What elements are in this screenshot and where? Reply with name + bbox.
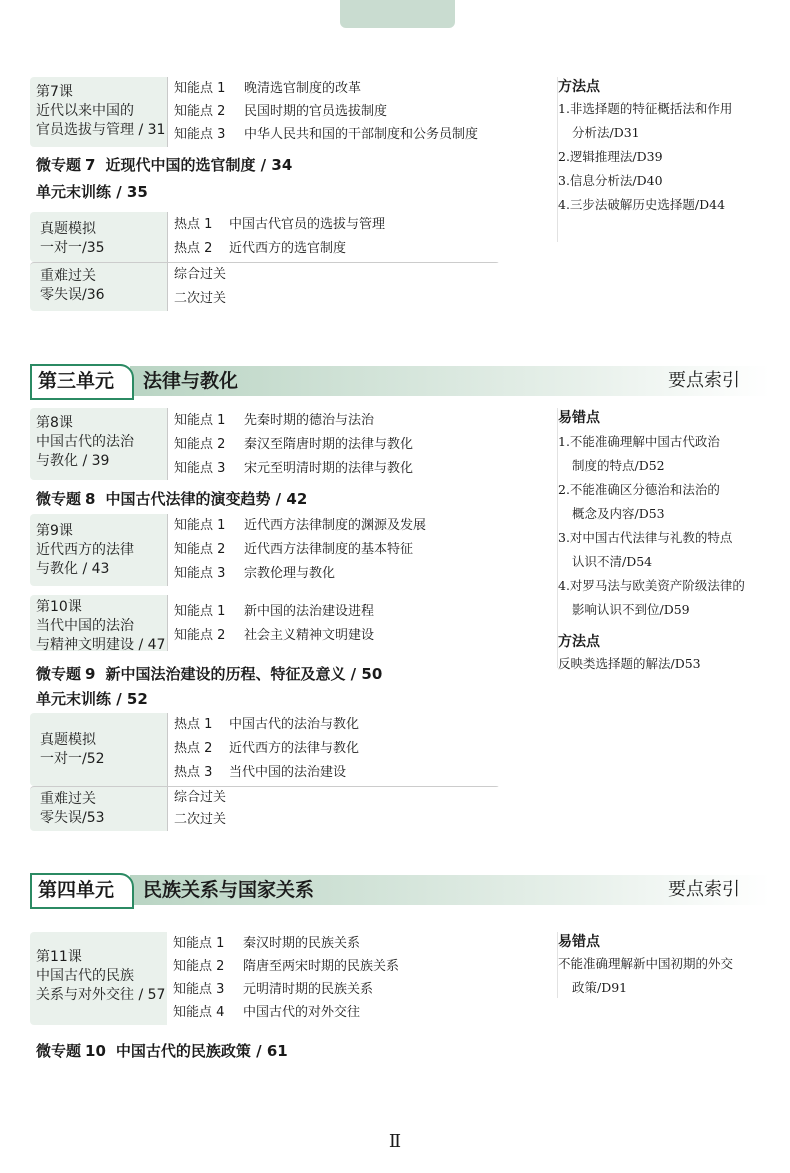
method-point-item: 4.三步法破解历史选择题/D44 bbox=[558, 197, 726, 212]
knowledge-point[interactable]: 知能点 2 民国时期的官员选拔制度 bbox=[174, 104, 388, 119]
unit-3-key-index: 要点索引 bbox=[668, 370, 740, 391]
hard-pass-item[interactable]: 综合过关 bbox=[174, 790, 227, 805]
special-topic-9[interactable]: 微专题 9 新中国法治建设的历程、特征及意义 / 50 bbox=[36, 665, 383, 683]
error-point-item: 概念及内容/D53 bbox=[572, 506, 665, 521]
knowledge-point[interactable]: 知能点 3 宋元至明清时期的法律与教化 bbox=[174, 461, 414, 476]
knowledge-point[interactable]: 知能点 3 中华人民共和国的干部制度和公务员制度 bbox=[174, 127, 479, 142]
special-topic-8[interactable]: 微专题 8 中国古代法律的演变趋势 / 42 bbox=[36, 490, 308, 508]
knowledge-point[interactable]: 知能点 3 宗教伦理与教化 bbox=[174, 566, 336, 581]
unit-4-title[interactable]: 民族关系与国家关系 bbox=[143, 879, 315, 901]
knowledge-point[interactable]: 知能点 2 隋唐至两宋时期的民族关系 bbox=[173, 959, 400, 974]
hard-pass-item[interactable]: 综合过关 bbox=[174, 267, 227, 282]
hot-points bbox=[167, 713, 500, 786]
knowledge-point[interactable]: 知能点 1 秦汉时期的民族关系 bbox=[173, 936, 361, 951]
lesson-10-title[interactable]: 第10课 当代中国的法治 与精神文明建设 / 47 bbox=[36, 599, 166, 653]
error-point-item: 4.对罗马法与欧美资产阶级法律的 bbox=[558, 578, 745, 593]
lesson-11-block bbox=[30, 932, 500, 1025]
knowledge-point[interactable]: 知能点 2 社会主义精神文明建设 bbox=[174, 628, 375, 643]
unit-3-header bbox=[30, 364, 770, 398]
knowledge-point[interactable]: 知能点 4 中国古代的对外交往 bbox=[173, 1005, 361, 1020]
real-exam-title[interactable]: 真题模拟 一对一/35 bbox=[40, 221, 105, 256]
hot-point[interactable]: 热点 2 近代西方的法律与教化 bbox=[174, 741, 360, 756]
knowledge-points bbox=[167, 77, 500, 147]
error-point-item: 影响认识不到位/D59 bbox=[572, 602, 690, 617]
unit3-error-and-method-points bbox=[557, 408, 771, 671]
knowledge-point[interactable]: 知能点 1 先秦时期的德治与法治 bbox=[174, 413, 375, 428]
hot-points bbox=[167, 212, 500, 262]
method-points-heading: 方法点 bbox=[558, 79, 600, 95]
page-number: Ⅱ bbox=[388, 1131, 402, 1152]
knowledge-points bbox=[167, 932, 500, 1025]
hot-point[interactable]: 热点 3 当代中国的法治建设 bbox=[174, 765, 347, 780]
lesson-9-block bbox=[30, 514, 500, 586]
error-point-item: 3.对中国古代法律与礼教的特点 bbox=[558, 530, 733, 545]
unit2-method-points bbox=[557, 77, 771, 242]
method-point-item: 3.信息分析法/D40 bbox=[558, 173, 663, 188]
hard-pass-title[interactable]: 重难过关 零失误/53 bbox=[40, 791, 105, 826]
error-point-item: 1.不能准确理解中国古代政治 bbox=[558, 434, 720, 449]
knowledge-points bbox=[167, 408, 500, 480]
hot-point[interactable]: 热点 1 中国古代官员的选拔与管理 bbox=[174, 217, 386, 232]
error-point-item: 2.不能准确区分德治和法治的 bbox=[558, 482, 720, 497]
unit-3-title[interactable]: 法律与教化 bbox=[143, 370, 239, 392]
knowledge-points bbox=[167, 514, 500, 586]
hard-pass-block bbox=[30, 786, 500, 831]
lesson-7-title[interactable]: 第7课 近代以来中国的 官员选拔与管理 / 31 bbox=[36, 84, 166, 138]
error-points-heading: 易错点 bbox=[558, 410, 600, 426]
error-point-item: 认识不清/D54 bbox=[572, 554, 653, 569]
unit-review-heading[interactable]: 单元末训练 / 52 bbox=[36, 690, 148, 708]
method-point-item: 2.逻辑推理法/D39 bbox=[558, 149, 663, 164]
error-point-item: 制度的特点/D52 bbox=[572, 458, 665, 473]
knowledge-point[interactable]: 知能点 1 新中国的法治建设进程 bbox=[174, 604, 375, 619]
knowledge-points bbox=[167, 595, 500, 651]
unit-review-heading[interactable]: 单元末训练 / 35 bbox=[36, 183, 148, 201]
special-topic-10[interactable]: 微专题 10 中国古代的民族政策 / 61 bbox=[36, 1042, 288, 1060]
error-point-item: 政策/D91 bbox=[572, 980, 628, 995]
method-point-item: 1.非选择题的特征概括法和作用 bbox=[558, 101, 733, 116]
knowledge-point[interactable]: 知能点 2 近代西方法律制度的基本特征 bbox=[174, 542, 414, 557]
error-points-heading: 易错点 bbox=[558, 934, 600, 950]
hot-point[interactable]: 热点 1 中国古代的法治与教化 bbox=[174, 717, 360, 732]
hard-pass-title[interactable]: 重难过关 零失误/36 bbox=[40, 268, 105, 303]
unit-3-tag[interactable]: 第三单元 bbox=[30, 364, 134, 400]
lesson-8-block bbox=[30, 408, 500, 480]
hard-pass-block bbox=[30, 262, 500, 311]
error-point-item: 不能准确理解新中国初期的外交 bbox=[558, 956, 734, 971]
header-tab-decoration bbox=[340, 0, 455, 28]
method-points-heading: 方法点 bbox=[558, 634, 600, 650]
unit-4-tag[interactable]: 第四单元 bbox=[30, 873, 134, 909]
lesson-7-block bbox=[30, 77, 500, 147]
hard-pass-items bbox=[167, 787, 500, 831]
knowledge-point[interactable]: 知能点 1 晚清选官制度的改革 bbox=[174, 81, 362, 96]
real-exam-block bbox=[30, 212, 500, 262]
lesson-10-block bbox=[30, 595, 500, 651]
knowledge-point[interactable]: 知能点 1 近代西方法律制度的渊源及发展 bbox=[174, 518, 427, 533]
hard-pass-item[interactable]: 二次过关 bbox=[174, 812, 227, 827]
hot-point[interactable]: 热点 2 近代西方的选官制度 bbox=[174, 241, 347, 256]
real-exam-block bbox=[30, 713, 500, 786]
special-topic-7[interactable]: 微专题 7 近现代中国的选官制度 / 34 bbox=[36, 156, 293, 174]
knowledge-point[interactable]: 知能点 2 秦汉至隋唐时期的法律与教化 bbox=[174, 437, 414, 452]
lesson-9-title[interactable]: 第9课 近代西方的法律 与教化 / 43 bbox=[36, 523, 134, 577]
knowledge-point[interactable]: 知能点 3 元明清时期的民族关系 bbox=[173, 982, 374, 997]
hard-pass-item[interactable]: 二次过关 bbox=[174, 291, 227, 306]
method-point-item: 分析法/D31 bbox=[572, 125, 640, 140]
lesson-8-title[interactable]: 第8课 中国古代的法治 与教化 / 39 bbox=[36, 415, 134, 469]
method-point-item: 反映类选择题的解法/D53 bbox=[558, 656, 701, 671]
unit4-error-points bbox=[557, 932, 771, 998]
hard-pass-items bbox=[167, 263, 500, 311]
unit-4-header bbox=[30, 873, 770, 907]
unit-4-key-index: 要点索引 bbox=[668, 879, 740, 900]
real-exam-title[interactable]: 真题模拟 一对一/52 bbox=[40, 732, 105, 767]
lesson-11-title[interactable]: 第11课 中国古代的民族 关系与对外交往 / 57 bbox=[36, 949, 166, 1003]
